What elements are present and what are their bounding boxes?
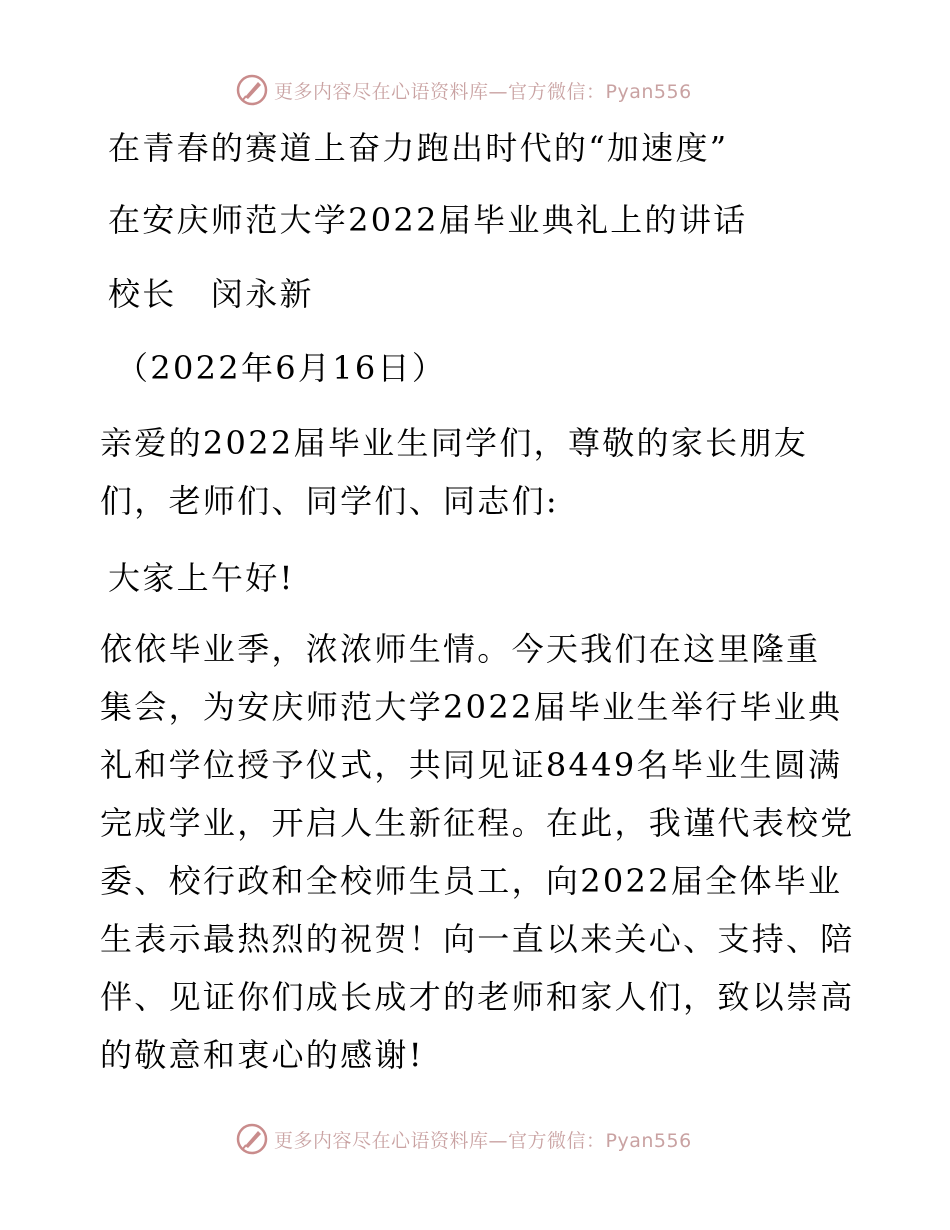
salutation-line: 们，老师们、同学们、同志们: [100, 482, 559, 520]
body-paragraph [100, 620, 860, 1084]
paragraph-line: 的敬意和衷心的感谢! [100, 1036, 424, 1074]
watermark-text: 更多内容尽在心语资料库—官方微信：Pyan556 [274, 80, 692, 103]
watermark-top [236, 73, 692, 107]
page-title: 在青春的赛道上奋力跑出时代的“加速度” [108, 129, 729, 167]
paragraph-line: 伴、见证你们成长成才的老师和家人们，致以崇高 [100, 978, 855, 1016]
greeting: 大家上午好! [108, 559, 295, 597]
watermark-text: 更多内容尽在心语资料库—官方微信：Pyan556 [274, 1129, 692, 1152]
paragraph-line: 集会，为安庆师范大学2022届毕业生举行毕业典 [100, 688, 843, 726]
paragraph-line: 生表示最热烈的祝贺！向一直以来关心、支持、陪 [100, 920, 855, 958]
author-line: 校长 闵永新 [108, 275, 314, 313]
watermark-bottom [236, 1122, 692, 1156]
quill-pen-logo-icon [236, 1123, 268, 1155]
salutation-line: 亲爱的2022届毕业生同学们，尊敬的家长朋友 [100, 424, 809, 462]
paragraph-line: 完成学业，开启人生新征程。在此，我谨代表校党 [100, 804, 855, 842]
date-line: （2022年6月16日） [116, 349, 447, 387]
page-subtitle: 在安庆师范大学2022届毕业典礼上的讲话 [108, 201, 748, 239]
paragraph-line: 依依毕业季，浓浓师生情。今天我们在这里隆重 [100, 630, 821, 668]
paragraph-line: 礼和学位授予仪式，共同见证8449名毕业生圆满 [100, 746, 843, 784]
paragraph-line: 委、校行政和全校师生员工，向2022届全体毕业 [100, 862, 843, 900]
quill-pen-logo-icon [236, 74, 268, 106]
salutation [100, 414, 860, 530]
